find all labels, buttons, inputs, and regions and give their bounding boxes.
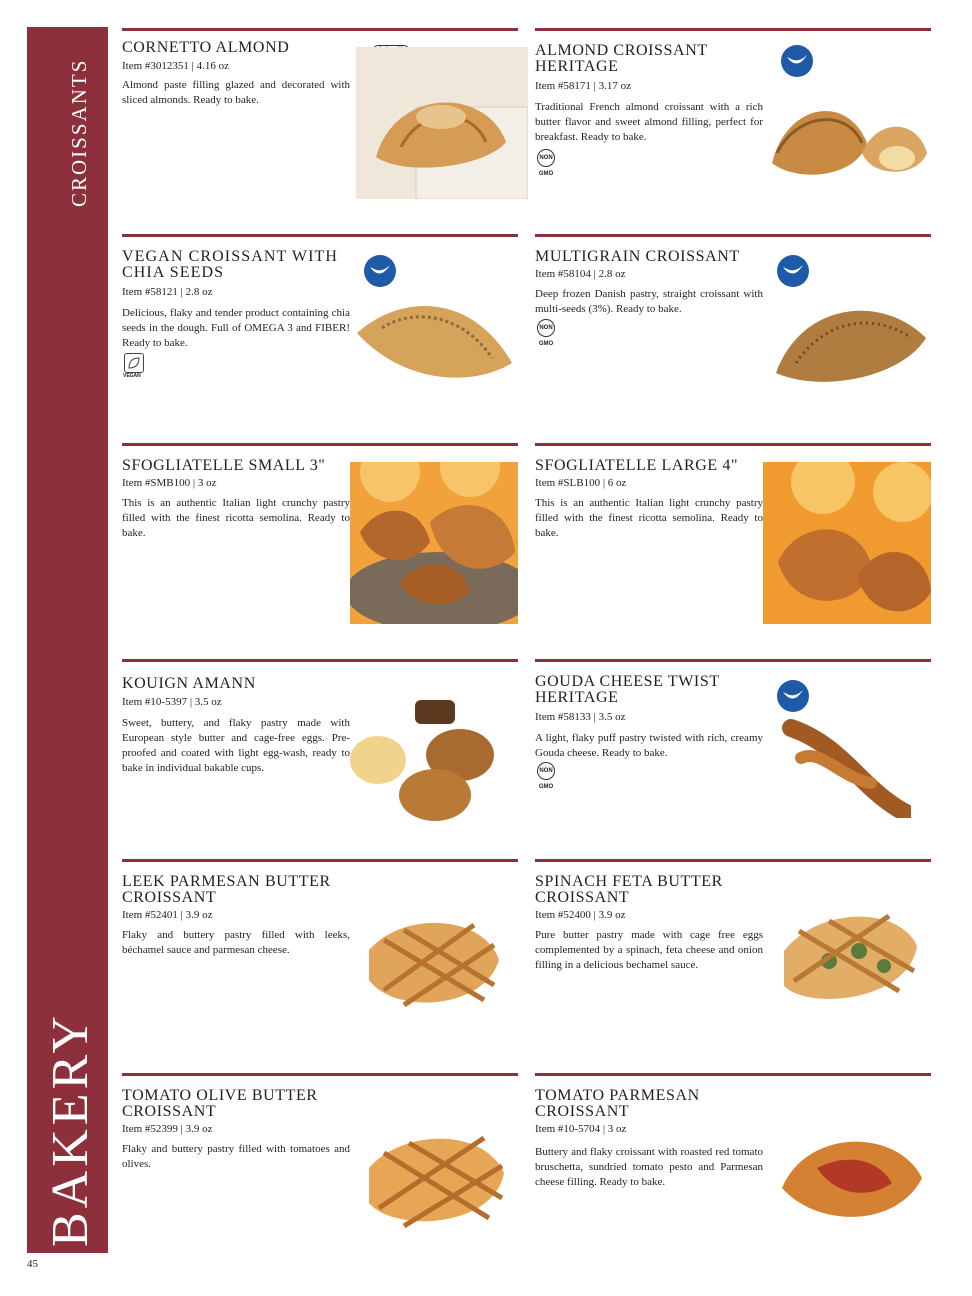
product-item: Item #SLB100 | 6 oz xyxy=(535,477,627,489)
product-card xyxy=(535,234,931,427)
product-item: Item #58104 | 2.8 oz xyxy=(535,268,626,280)
product-item: Item #10-5704 | 3 oz xyxy=(535,1123,627,1135)
sfogliatelle-small-photo xyxy=(350,462,518,624)
product-item: Item #SMB100 | 3 oz xyxy=(122,477,217,489)
section-sidebar xyxy=(27,27,108,1253)
product-card xyxy=(535,659,931,842)
product-description: Deep frozen Danish pastry, straight croissant with multi-seeds (3%). Ready to bake. xyxy=(535,288,763,315)
product-title: TOMATO OLIVE BUTTER CROISSANT xyxy=(122,1087,318,1120)
cornetto-almond-photo xyxy=(356,47,528,199)
product-description: Flaky and buttery pastry filled with tomatoes and olives. xyxy=(122,1143,350,1170)
product-item: Item #52401 | 3.9 oz xyxy=(122,909,213,921)
product-card xyxy=(122,859,518,1052)
product-description: A light, flaky puff pastry twisted with rich, creamy Gouda cheese. Ready to bake. xyxy=(535,732,763,759)
product-title: ALMOND CROISSANT HERITAGE xyxy=(535,42,708,75)
product-card xyxy=(122,234,518,427)
product-item: Item #52399 | 3.9 oz xyxy=(122,1123,213,1135)
product-card xyxy=(122,28,518,211)
non-gmo-icon: NON GMO xyxy=(537,319,555,337)
sfogliatelle-large-photo xyxy=(763,462,931,624)
category-label: CROISSANTS xyxy=(67,58,91,207)
product-title: VEGAN CROISSANT WITH CHIA SEEDS xyxy=(122,248,339,281)
product-title: LEEK PARMESAN BUTTER CROISSANT xyxy=(122,873,331,906)
heritage-bird-logo-icon xyxy=(362,253,398,289)
product-card xyxy=(535,443,931,636)
product-card xyxy=(535,1073,931,1256)
product-title: GOUDA CHEESE TWIST HERITAGE xyxy=(535,673,720,706)
product-description: Sweet, buttery, and flaky pastry made with European style butter and cage-free eggs. Pre-proofed and coated with light egg-wash, ready to bake in individual bakable cups. xyxy=(122,717,350,774)
product-description: Almond paste filling glazed and decorated with sliced almonds. Ready to bake. xyxy=(122,79,350,106)
tomato-olive-croissant-photo xyxy=(364,1128,508,1238)
product-title: SFOGLIATELLE LARGE 4" xyxy=(535,457,739,474)
product-card xyxy=(122,1073,518,1256)
product-item: Item #58121 | 2.8 oz xyxy=(122,286,213,298)
product-description: Flaky and buttery pastry filled with leeks, béchamel sauce and parmesan cheese. xyxy=(122,929,350,956)
product-item: Item #3012351 | 4.16 oz xyxy=(122,60,229,72)
almond-croissant-photo xyxy=(767,83,931,193)
product-title: KOUIGN AMANN xyxy=(122,675,256,692)
vegan-leaf-icon xyxy=(124,353,144,373)
heritage-bird-logo-icon xyxy=(775,253,811,289)
product-title: TOMATO PARMESAN CROISSANT xyxy=(535,1087,700,1120)
page-number: 45 xyxy=(27,1258,38,1270)
product-item: Item #58171 | 3.17 oz xyxy=(535,80,631,92)
product-title: SPINACH FETA BUTTER CROISSANT xyxy=(535,873,723,906)
product-card xyxy=(535,28,931,211)
heritage-bird-logo-icon xyxy=(779,43,815,79)
product-description: Buttery and flaky croissant with roasted red tomato bruschetta, sundried tomato pesto and Parmesan cheese filling. Ready to bake. xyxy=(535,1146,763,1188)
vegan-label: VEGAN xyxy=(123,373,141,379)
product-item: Item #10-5397 | 3.5 oz xyxy=(122,696,222,708)
product-description: Delicious, flaky and tender product containing chia seeds in the dough. Full of OMEGA 3 and FIBER! Ready to bake. xyxy=(122,307,350,349)
product-description: This is an authentic Italian light crunchy pastry filled with the finest ricotta semolina. Ready to bake. xyxy=(535,497,763,539)
product-description: Traditional French almond croissant with a rich butter flavor and sweet almond filling, perfect for breakfast. Ready to bake. xyxy=(535,101,763,143)
vegan-croissant-photo xyxy=(352,293,518,393)
leek-parmesan-croissant-photo xyxy=(364,910,504,1020)
product-card xyxy=(535,859,931,1052)
product-card xyxy=(122,443,518,636)
gouda-twist-photo xyxy=(781,718,911,818)
product-description: This is an authentic Italian light crunchy pastry filled with the finest ricotta semolina. Ready to bake. xyxy=(122,497,350,539)
tomato-parmesan-croissant-photo xyxy=(777,1128,925,1228)
kouign-amann-photo xyxy=(350,700,518,822)
heritage-bird-logo-icon xyxy=(775,678,811,714)
product-item: Item #58133 | 3.5 oz xyxy=(535,711,626,723)
multigrain-croissant-photo xyxy=(771,293,931,393)
product-card xyxy=(122,659,518,842)
product-item: Item #52400 | 3.9 oz xyxy=(535,909,626,921)
non-gmo-icon: NON GMO xyxy=(537,762,555,780)
product-title: CORNETTO ALMOND xyxy=(122,39,290,56)
spinach-feta-croissant-photo xyxy=(779,906,921,1016)
product-title: MULTIGRAIN CROISSANT xyxy=(535,248,740,265)
section-label: BAKERY xyxy=(42,1012,99,1247)
product-description: Pure butter pastry made with cage free eggs complemented by a spinach, feta cheese and onion filling in a delicious bechamel sauce. xyxy=(535,929,763,971)
non-gmo-icon: NON GMO xyxy=(537,149,555,167)
product-title: SFOGLIATELLE SMALL 3" xyxy=(122,457,326,474)
